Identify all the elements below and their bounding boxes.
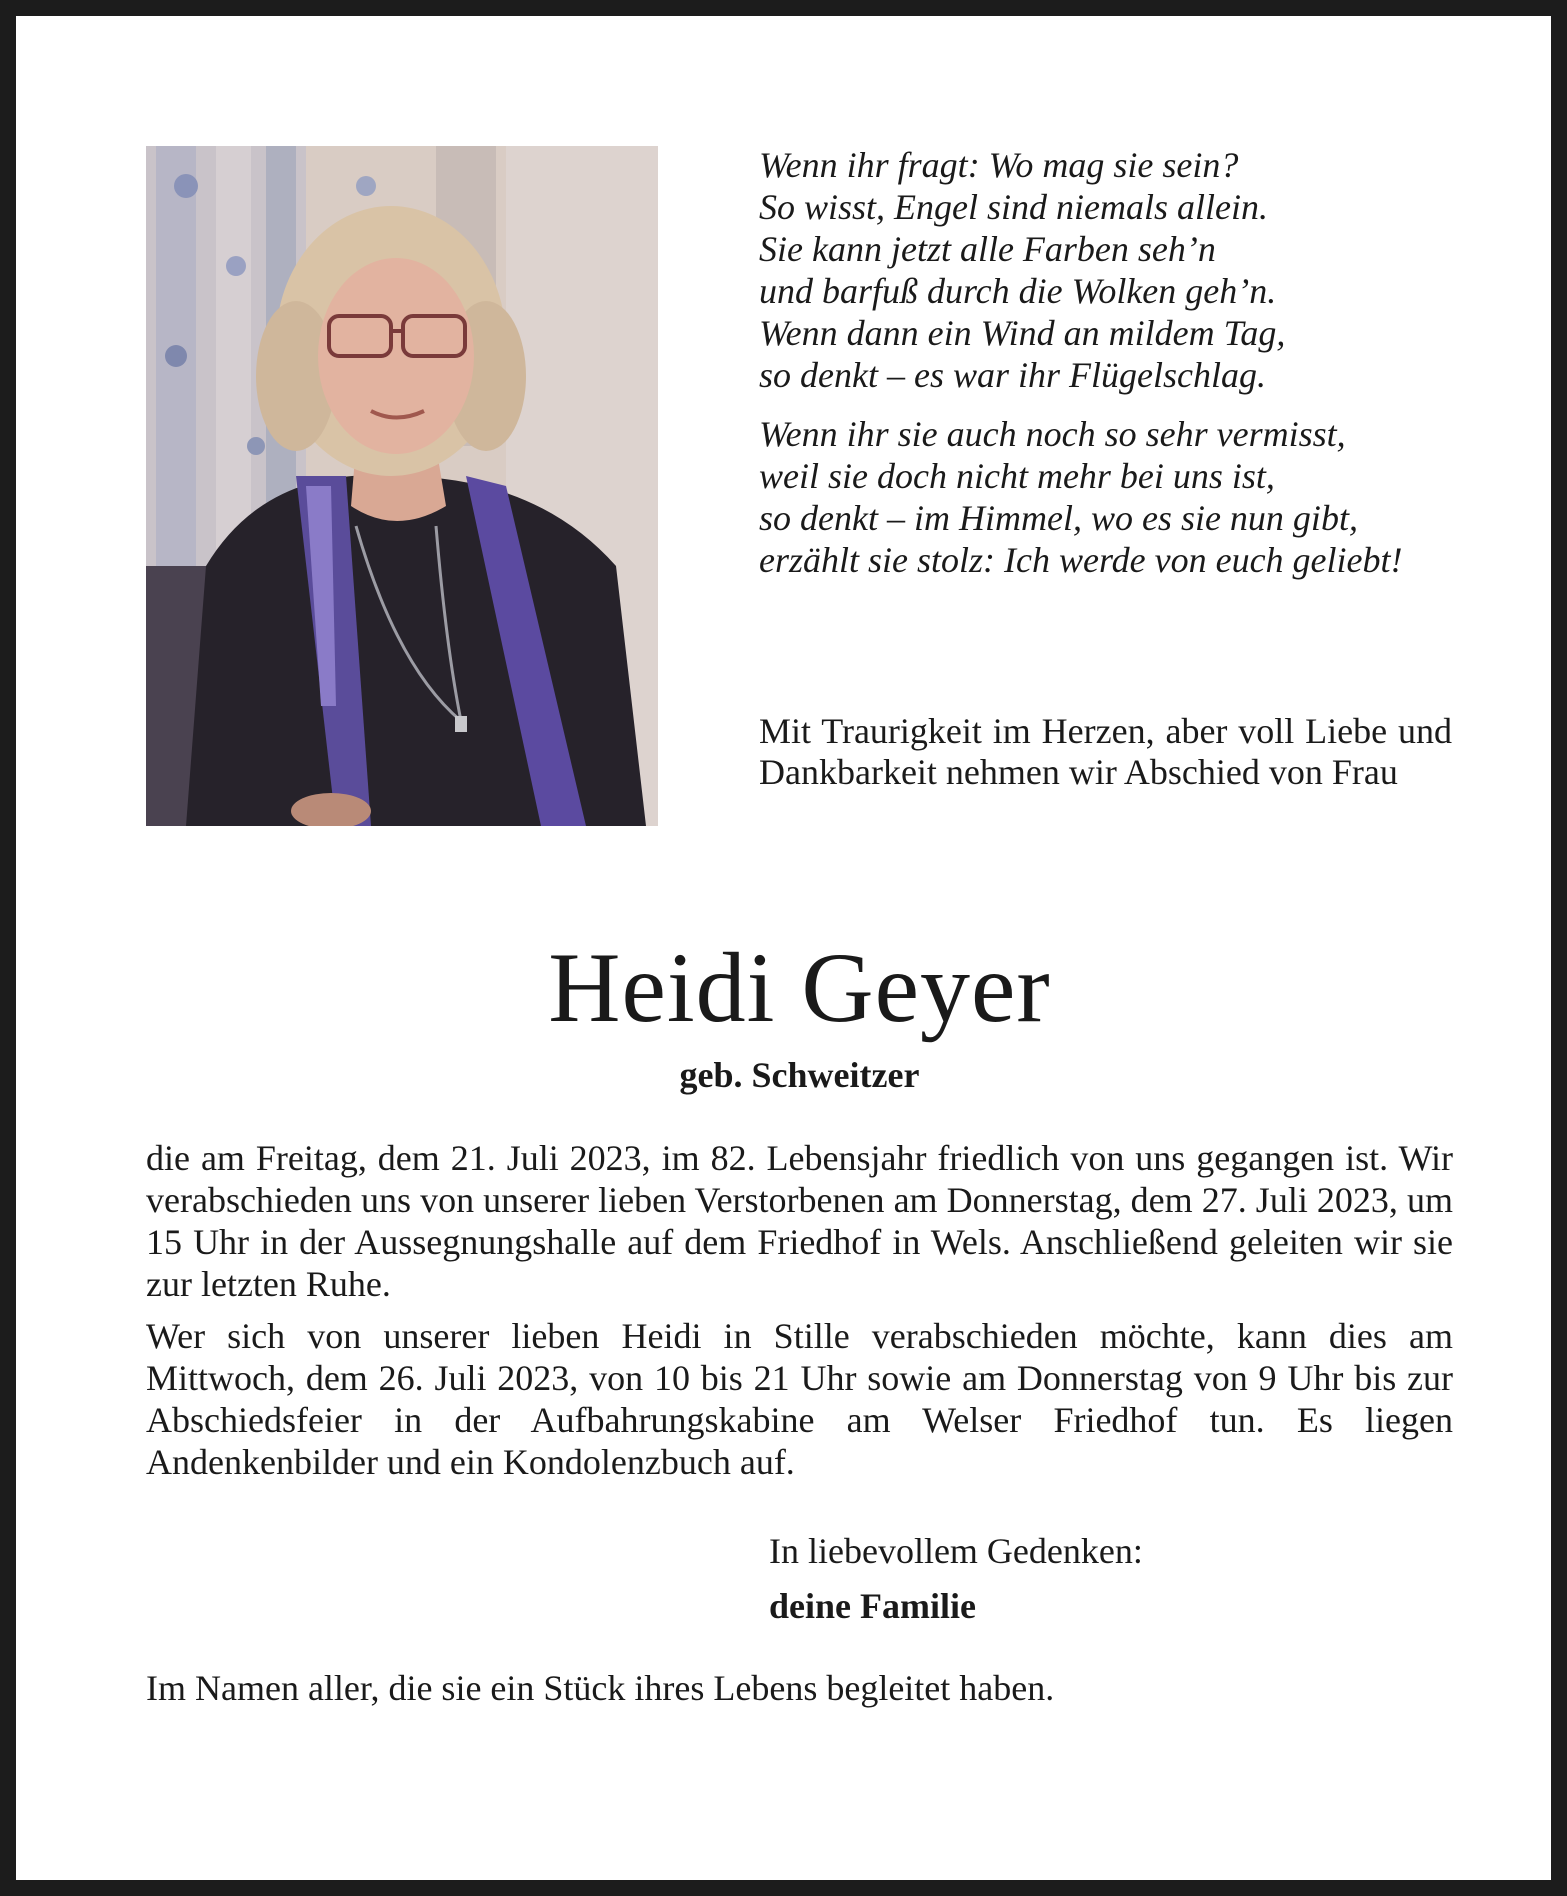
body-paragraph-2: Wer sich von unserer lieben Heidi in Stille verabschieden möchte, kann dies am Mittwoch, dem 26. Juli 2023, von 10 bis 21 Uhr sowie am Donnerstag von 9 Uhr bis zur Abschiedsfeier in der Aufbahrungskabine am Welser Friedhof tun. Es liegen Andenkenbilder und ein Kondolenzbuch auf.	[146, 1316, 1453, 1482]
poem-stanza-2	[759, 413, 1459, 581]
closing-line: In liebevollem Gedenken:	[769, 1531, 1143, 1571]
poem-line: weil sie doch nicht mehr bei uns ist,	[759, 456, 1275, 496]
closing-block	[769, 1529, 1369, 1628]
poem-line: Wenn ihr sie auch noch so sehr vermisst,	[759, 414, 1346, 454]
poem-line: so denkt – im Himmel, wo es sie nun gibt,	[759, 498, 1358, 538]
poem-line: Wenn ihr fragt: Wo mag sie sein?	[759, 145, 1239, 185]
poem-line: Wenn dann ein Wind an mildem Tag,	[759, 313, 1286, 353]
poem-line: so denkt – es war ihr Flügelschlag.	[759, 355, 1266, 395]
farewell-text: Mit Traurigkeit im Herzen, aber voll Liebe und Dankbarkeit nehmen wir Abschied von Frau	[759, 711, 1452, 792]
body-paragraph-1: die am Freitag, dem 21. Juli 2023, im 82. Lebensjahr friedlich von uns gegangen ist. Wir verabschieden uns von unserer lieben Verstorbenen am Donnerstag, dem 27. Juli 2023, um 15 Uhr in der Aussegnungshalle auf dem Friedhof in Wels. Anschließend geleiten wir sie zur letzten Ruhe.	[146, 1138, 1453, 1304]
poem-line: und barfuß durch die Wolken geh’n.	[759, 271, 1277, 311]
deceased-name: Heidi Geyer	[548, 932, 1051, 1043]
footer-text: Im Namen aller, die sie ein Stück ihres Lebens begleitet haben.	[146, 1668, 1055, 1708]
poem	[759, 144, 1459, 598]
poem-line: Sie kann jetzt alle Farben seh’n	[759, 229, 1216, 269]
poem-line: So wisst, Engel sind niemals allein.	[759, 187, 1268, 227]
announcement-body	[146, 1137, 1453, 1493]
poem-stanza-1	[759, 144, 1459, 396]
portrait-photo	[146, 146, 658, 826]
maiden-name: geb. Schweitzer	[679, 1055, 920, 1095]
signature: deine Familie	[769, 1586, 976, 1626]
poem-line: erzählt sie stolz: Ich werde von euch geliebt!	[759, 540, 1403, 580]
